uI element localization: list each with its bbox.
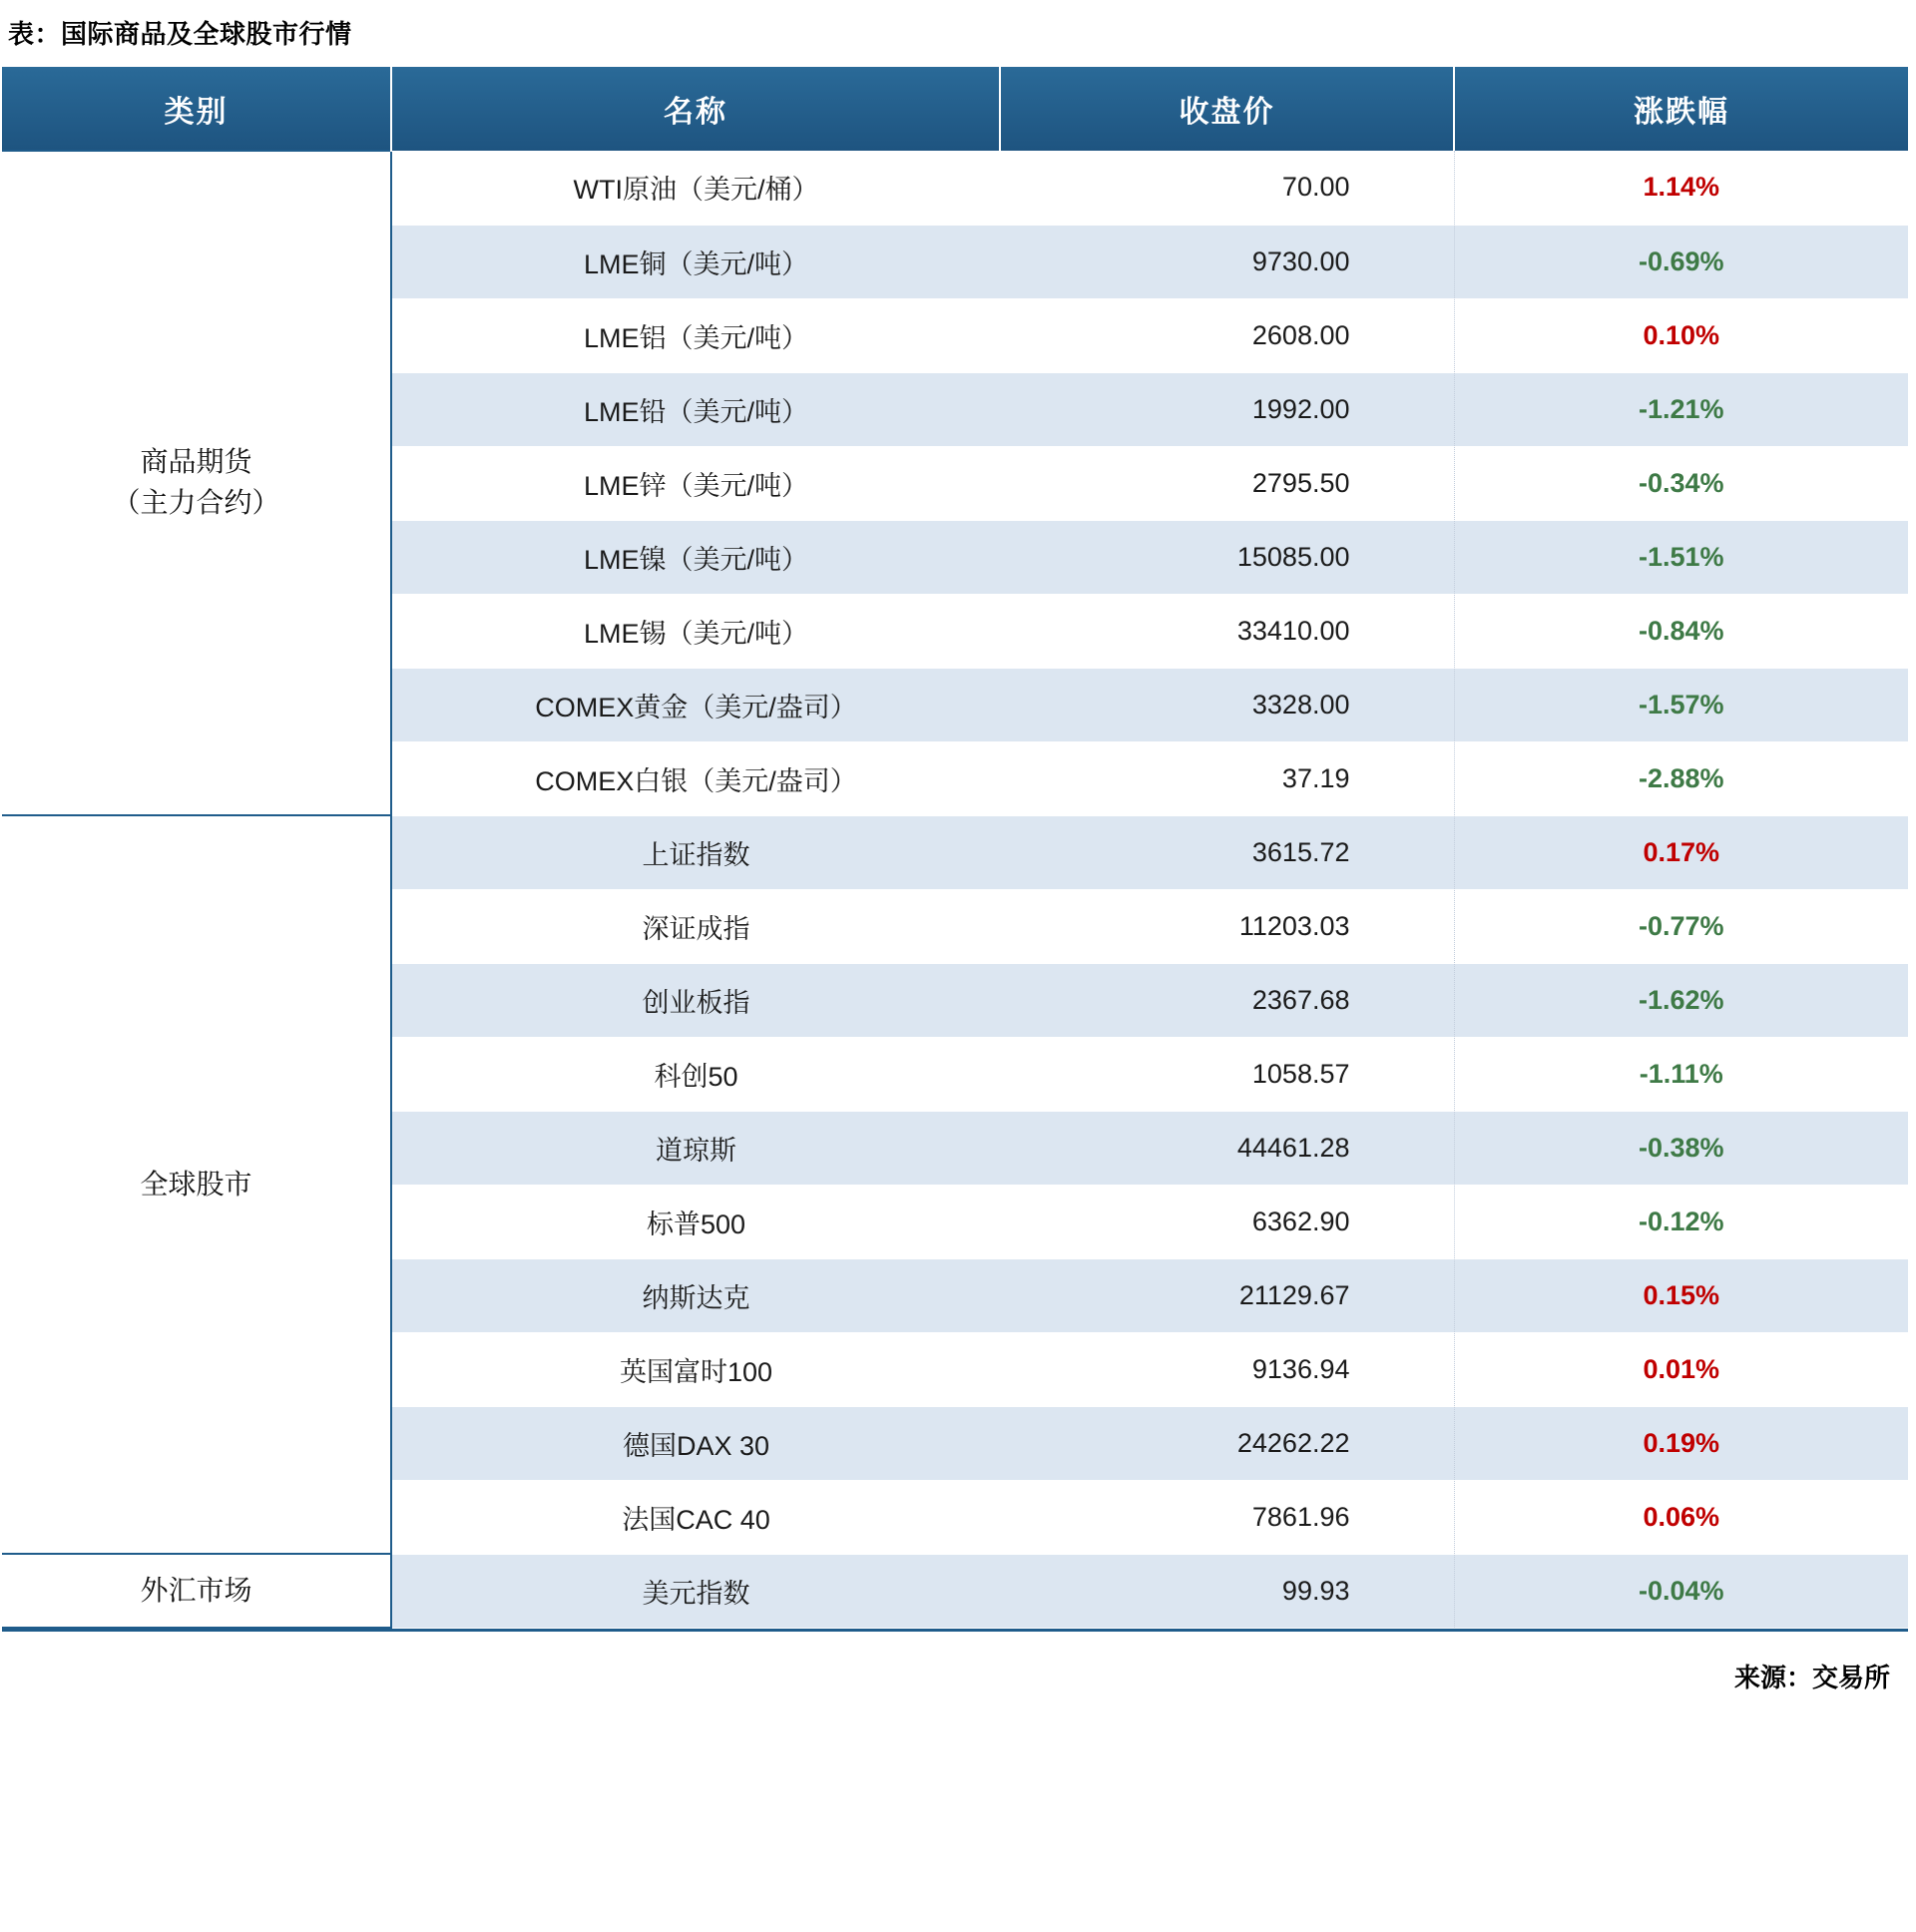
category-cell bbox=[2, 151, 391, 815]
source-note: 来源：交易所 bbox=[1733, 1663, 1890, 1692]
close-price-cell: 15085.00 bbox=[1000, 520, 1454, 594]
category-label-line1: 外汇市场 bbox=[140, 1574, 252, 1606]
close-price-cell: 99.93 bbox=[1000, 1554, 1454, 1628]
instrument-name-cell: 美元指数 bbox=[391, 1554, 1000, 1628]
instrument-name-cell: LME锡（美元/吨） bbox=[391, 594, 1000, 668]
close-price-cell: 3615.72 bbox=[1000, 815, 1454, 889]
instrument-name-cell: 法国CAC 40 bbox=[391, 1480, 1000, 1554]
instrument-name-cell: 德国DAX 30 bbox=[391, 1406, 1000, 1480]
instrument-name-cell: LME铝（美元/吨） bbox=[391, 298, 1000, 372]
change-percent-cell: 1.14% bbox=[1454, 151, 1908, 225]
category-label-line1: 全球股市 bbox=[140, 1168, 252, 1200]
close-price-cell: 2795.50 bbox=[1000, 446, 1454, 520]
change-percent-cell: -1.21% bbox=[1454, 372, 1908, 446]
change-percent-cell: 0.10% bbox=[1454, 298, 1908, 372]
change-percent-cell: -1.57% bbox=[1454, 668, 1908, 741]
change-percent-cell: -0.84% bbox=[1454, 594, 1908, 668]
instrument-name-cell: 纳斯达克 bbox=[391, 1258, 1000, 1332]
change-percent-cell: -1.51% bbox=[1454, 520, 1908, 594]
category-label-line2: （主力合约） bbox=[112, 487, 280, 518]
change-percent-cell: -1.11% bbox=[1454, 1037, 1908, 1111]
instrument-name-cell: 上证指数 bbox=[391, 815, 1000, 889]
instrument-name-cell: LME铅（美元/吨） bbox=[391, 372, 1000, 446]
instrument-name-cell: 科创50 bbox=[391, 1037, 1000, 1111]
change-percent-cell: -0.69% bbox=[1454, 225, 1908, 298]
column-header-change: 涨跌幅 bbox=[1454, 67, 1908, 151]
category-label-line1: 商品期货 bbox=[140, 446, 252, 478]
change-percent-cell: 0.17% bbox=[1454, 815, 1908, 889]
change-percent-cell: -0.34% bbox=[1454, 446, 1908, 520]
close-price-cell: 11203.03 bbox=[1000, 889, 1454, 963]
change-percent-cell: -0.38% bbox=[1454, 1111, 1908, 1185]
change-percent-cell: 0.19% bbox=[1454, 1406, 1908, 1480]
table-body bbox=[2, 151, 1908, 1628]
close-price-cell: 9136.94 bbox=[1000, 1332, 1454, 1406]
column-header-close: 收盘价 bbox=[1000, 67, 1454, 151]
instrument-name-cell: LME锌（美元/吨） bbox=[391, 446, 1000, 520]
instrument-name-cell: 标普500 bbox=[391, 1185, 1000, 1258]
instrument-name-cell: LME铜（美元/吨） bbox=[391, 225, 1000, 298]
change-percent-cell: -0.77% bbox=[1454, 889, 1908, 963]
close-price-cell: 2367.68 bbox=[1000, 963, 1454, 1037]
close-price-cell: 7861.96 bbox=[1000, 1480, 1454, 1554]
instrument-name-cell: 深证成指 bbox=[391, 889, 1000, 963]
table-row bbox=[2, 815, 1908, 889]
close-price-cell: 37.19 bbox=[1000, 741, 1454, 815]
close-price-cell: 1992.00 bbox=[1000, 372, 1454, 446]
table-row bbox=[2, 1554, 1908, 1628]
instrument-name-cell: COMEX白银（美元/盎司） bbox=[391, 741, 1000, 815]
page-title: 表：国际商品及全球股市行情 bbox=[8, 19, 352, 49]
close-price-cell: 2608.00 bbox=[1000, 298, 1454, 372]
change-percent-cell: -1.62% bbox=[1454, 963, 1908, 1037]
instrument-name-cell: 道琼斯 bbox=[391, 1111, 1000, 1185]
table-row bbox=[2, 151, 1908, 225]
instrument-name-cell: 创业板指 bbox=[391, 963, 1000, 1037]
close-price-cell: 24262.22 bbox=[1000, 1406, 1454, 1480]
column-header-category: 类别 bbox=[2, 67, 391, 151]
change-percent-cell: -0.04% bbox=[1454, 1554, 1908, 1628]
close-price-cell: 70.00 bbox=[1000, 151, 1454, 225]
change-percent-cell: -2.88% bbox=[1454, 741, 1908, 815]
table-header bbox=[2, 67, 1908, 151]
instrument-name-cell: 英国富时100 bbox=[391, 1332, 1000, 1406]
column-header-name: 名称 bbox=[391, 67, 1000, 151]
close-price-cell: 21129.67 bbox=[1000, 1258, 1454, 1332]
instrument-name-cell: WTI原油（美元/桶） bbox=[391, 151, 1000, 225]
category-cell bbox=[2, 815, 391, 1554]
close-price-cell: 6362.90 bbox=[1000, 1185, 1454, 1258]
change-percent-cell: 0.06% bbox=[1454, 1480, 1908, 1554]
table-header-row bbox=[2, 67, 1908, 151]
market-table bbox=[2, 67, 1908, 1629]
close-price-cell: 3328.00 bbox=[1000, 668, 1454, 741]
close-price-cell: 44461.28 bbox=[1000, 1111, 1454, 1185]
change-percent-cell: -0.12% bbox=[1454, 1185, 1908, 1258]
close-price-cell: 1058.57 bbox=[1000, 1037, 1454, 1111]
change-percent-cell: 0.15% bbox=[1454, 1258, 1908, 1332]
close-price-cell: 9730.00 bbox=[1000, 225, 1454, 298]
category-cell bbox=[2, 1554, 391, 1628]
change-percent-cell: 0.01% bbox=[1454, 1332, 1908, 1406]
instrument-name-cell: LME镍（美元/吨） bbox=[391, 520, 1000, 594]
instrument-name-cell: COMEX黄金（美元/盎司） bbox=[391, 668, 1000, 741]
close-price-cell: 33410.00 bbox=[1000, 594, 1454, 668]
